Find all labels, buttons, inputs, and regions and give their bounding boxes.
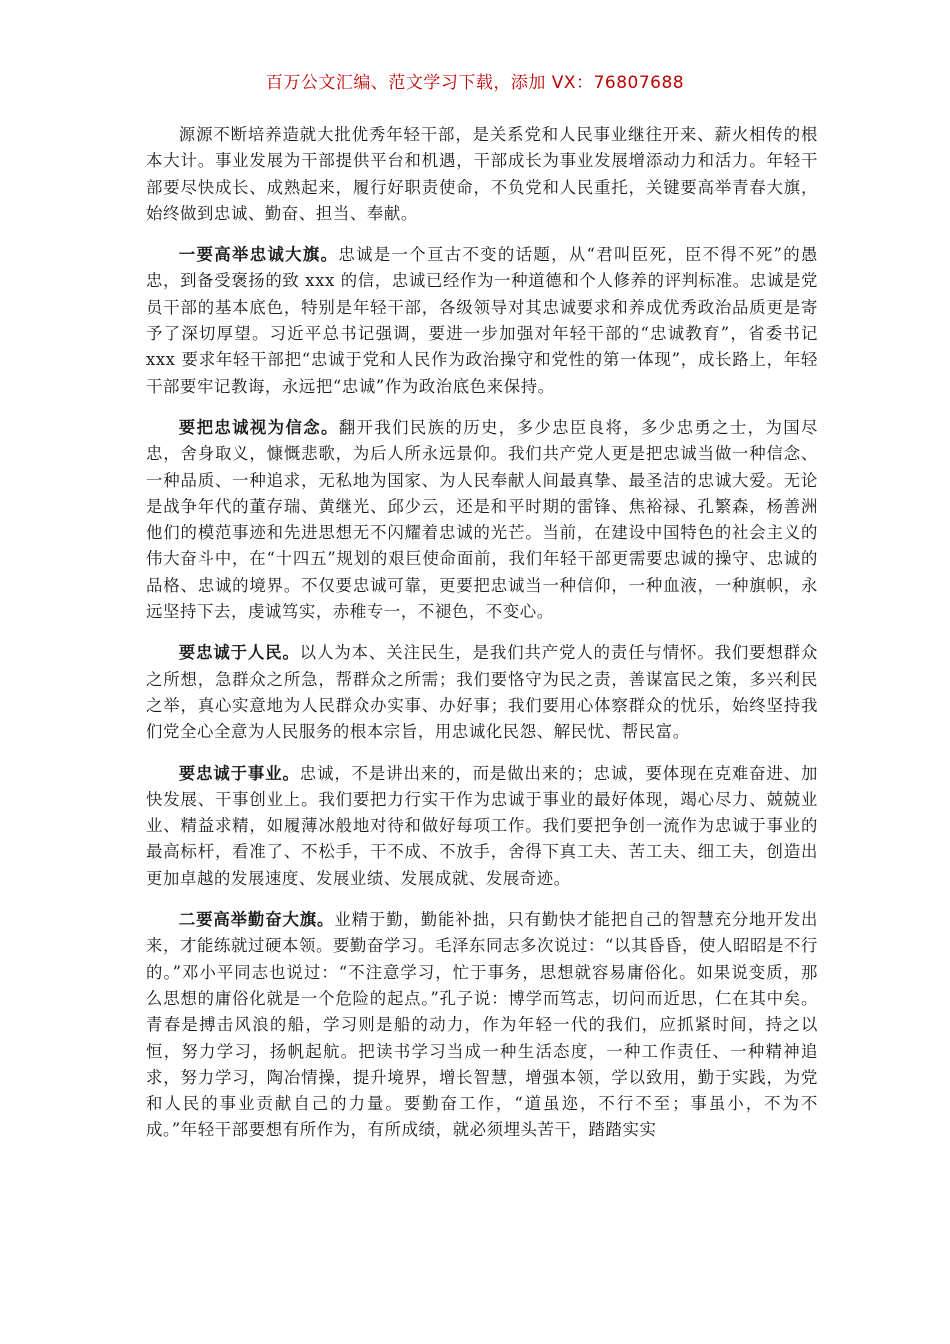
document-body	[146, 122, 818, 1159]
paragraph-text: 忠诚，不是讲出来的，而是做出来的；忠诚，要体现在克难奋进、加快发展、干事创业上。我们要把力行实干作为忠诚于事业的最好体现，竭心尽力、兢兢业业、精益求精，如履薄冰般地对待和做好每项工作。我们要把争创一流作为忠诚于事业的最高标杆，看准了、不松手，干不成、不放手，舍得下真工夫、苦工夫、细工夫，创造出更加卓越的发展速度、发展业绩、发展成就、发展奇迹。	[146, 763, 819, 888]
paragraph-loyal-to-career	[146, 761, 818, 892]
paragraph-loyal-to-people	[146, 640, 818, 745]
paragraph-text: 翻开我们民族的历史，多少忠臣良将，多少忠勇之士，为国尽忠，舍身取义，慷慨悲歌，为后人所永远景仰。我们共产党人更是把忠诚当做一种信念、一种品质、一种追求，无私地为国家、为人民奉献人间最真挚、最圣洁的忠诚大爱。无论是战争年代的董存瑞、黄继光、邱少云，还是和平时期的雷锋、焦裕禄、孔繁森，杨善洲他们的模范事迹和先进思想无不闪耀着忠诚的光芒。当前，在建设中国特色的社会主义的伟大奋斗中，在“十四五”规划的艰巨使命面前，我们年轻干部更需要忠诚的操守、忠诚的品格、忠诚的境界。不仅要忠诚可靠，更要把忠诚当一种信仰，一种血液，一种旗帜，永远坚持下去，虔诚笃实，赤稚专一，不褪色，不变心。	[146, 417, 818, 622]
paragraph-text: 忠诚是一个亘古不变的话题，从“君叫臣死，臣不得不死”的愚忠，到备受褒扬的致 xxx 的信，忠诚已经作为一种道德和个人修养的评判标准。忠诚是党员干部的基本底色，特别是年轻干部，各级领导对其忠诚要求和养成优秀政治品质更是寄予了深切厚望。习近平总书记强调，要进一步加强对年轻干部的“忠诚教育”，省委书记 xxx 要求年轻干部把“忠诚于党和人民作为政治操守和党性的第一体现”，成长路上，年轻干部要牢记教诲，永远把“忠诚”作为政治底色来保持。	[146, 245, 818, 396]
paragraph-loyalty-banner	[146, 242, 818, 400]
paragraph-text: 以人为本、关注民生，是我们共产党人的责任与情怀。我们要想群众之所想，急群众之所急，帮群众之所需；我们要恪守为民之责，善谋富民之策，多兴利民之举，真心实意地为人民群众办实事、办好事；我们要用心体察群众的忧乐，始终坚持我们党全心全意为人民服务的根本宗旨，用忠诚化民怨、解民忧、帮民富。	[146, 643, 819, 742]
paragraph-loyalty-belief	[146, 415, 818, 625]
paragraph-diligence-banner	[146, 907, 818, 1144]
paragraph-heading: 要忠诚于事业。	[178, 763, 300, 783]
paragraph-text: 源源不断培养造就大批优秀年轻干部，是关系党和人民事业继往开来、薪火相传的根本大计。事业发展为干部提供平台和机遇，干部成长为事业发展增添动力和活力。年轻干部要尽快成长、成熟起来，履行好职责使命，不负党和人民重托，关键要高举青春大旗，始终做到忠诚、勤奋、担当、奉献。	[146, 125, 818, 223]
paragraph-heading: 一要高举忠诚大旗。	[178, 245, 339, 265]
paragraph-heading: 要忠诚于人民。	[178, 643, 300, 663]
page-header-watermark: 百万公文汇编、范文学习下载，添加 VX：76807688	[265, 73, 685, 93]
paragraph-heading: 要把忠诚视为信念。	[178, 417, 339, 437]
paragraph-heading: 二要高举勤奋大旗。	[178, 910, 335, 930]
paragraph-text: 业精于勤，勤能补拙，只有勤快才能把自己的智慧充分地开发出来，才能练就过硬本领。要勤奋学习。毛泽东同志多次说过：“以其昏昏，使人昭昭是不行的。”邓小平同志也说过：“不注意学习，忙于事务，思想就容易庸俗化。如果说变质，那么思想的庸俗化就是一个危险的起点。”孔子说：博学而笃志，切问而近思，仁在其中矣。青春是搏击风浪的船，学习则是船的动力，作为年轻一代的我们，应抓紧时间，持之以恒，努力学习，扬帆起航。把读书学习当成一种生活态度，一种工作责任、一种精神追求，努力学习，陶冶情操，提升境界，增长智慧，增强本领，学以致用，勤于实践，为党和人民的事业贡献自己的力量。要勤奋工作，“道虽迩，不行不至；事虽小，不为不成。”年轻干部要想有所作为，有所成绩，就必须埋头苦干，踏踏实实	[146, 910, 818, 1140]
paragraph-intro	[146, 122, 818, 227]
